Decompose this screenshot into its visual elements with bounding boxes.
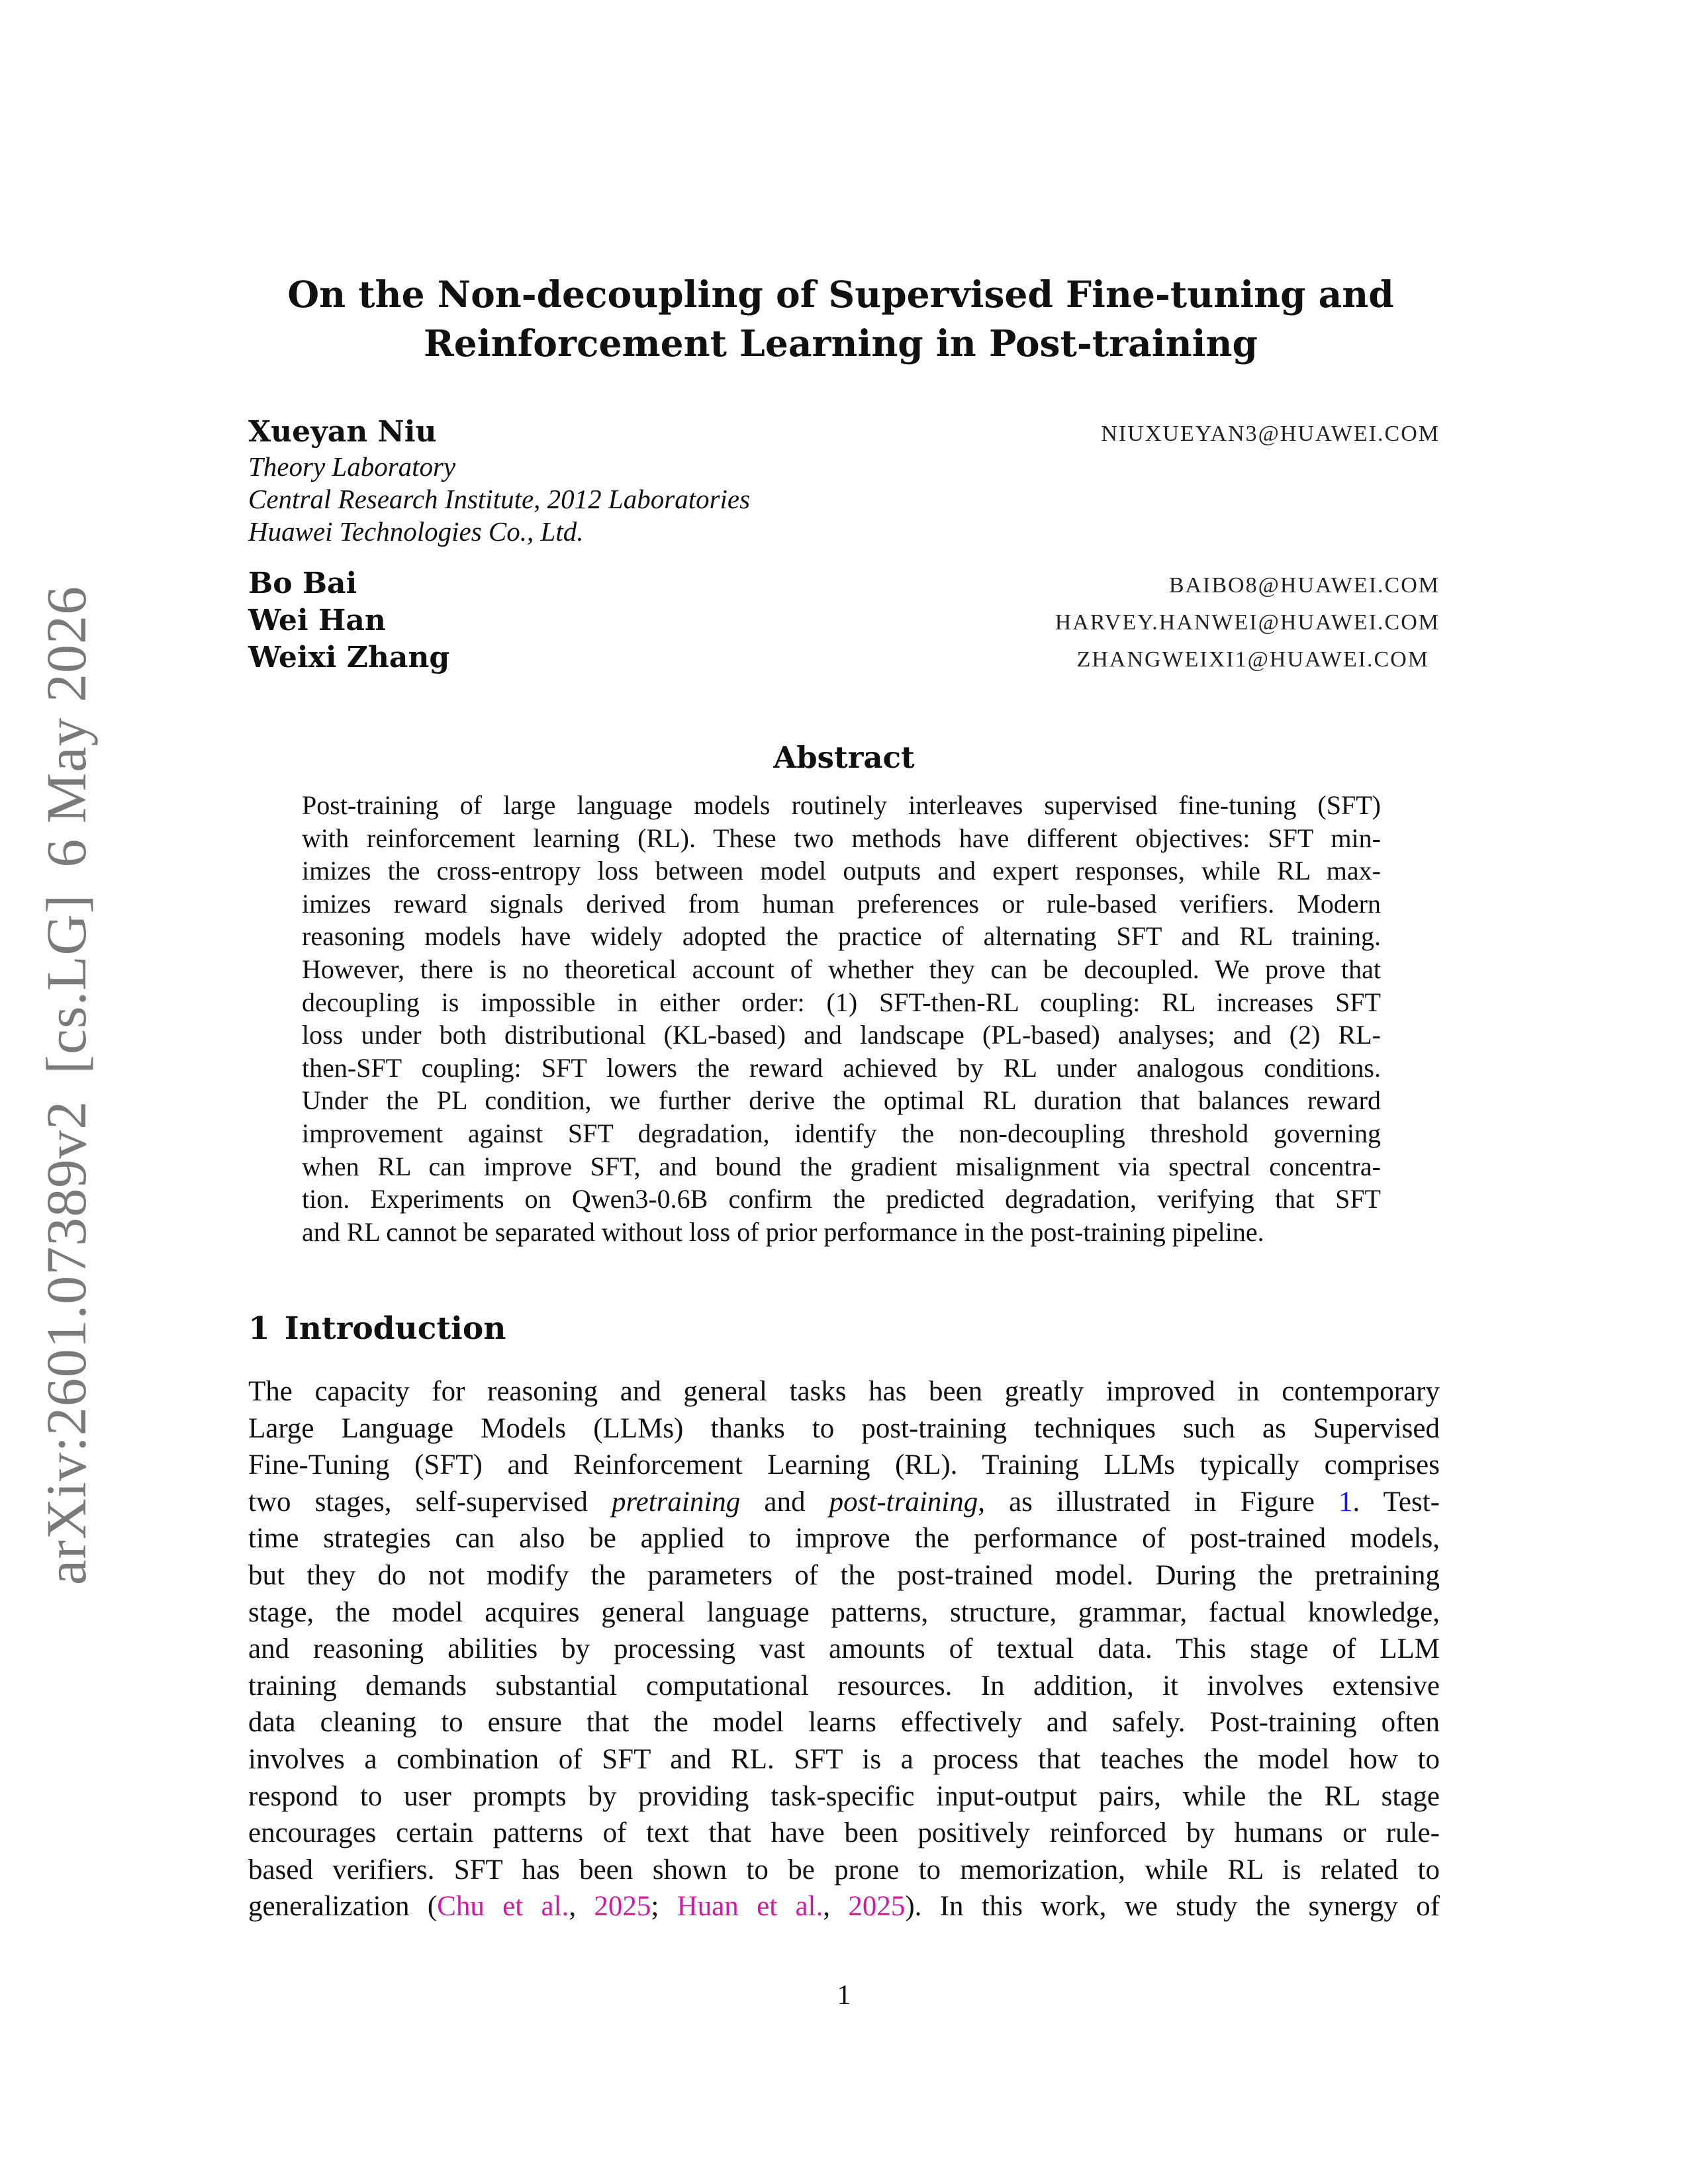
arxiv-id[interactable]: arXiv:2601.07389v2 bbox=[34, 1100, 98, 1585]
intro-line: Fine-Tuning (SFT) and Reinforcement Learning (RL). Training LLMs typically comprises bbox=[248, 1449, 1440, 1481]
citation-link-chu[interactable]: Chu et al. bbox=[437, 1891, 569, 1923]
author-email[interactable]: BAIBO8@HUAWEI.COM bbox=[1168, 573, 1440, 598]
abstract-line: decoupling is impossible in either order: (1) SFT-then-RL coupling: RL increases SFT bbox=[302, 987, 1381, 1017]
intro-line: encourages certain patterns of text that have been positively reinforced by humans or rule- bbox=[248, 1817, 1440, 1849]
abstract-line: loss under both distributional (KL-based) and landscape (PL-based) analyses; and (2) RL- bbox=[302, 1020, 1381, 1050]
section-heading-introduction bbox=[248, 1309, 506, 1349]
text-run: , as illustrated in Figure bbox=[978, 1486, 1339, 1518]
author-block-1 bbox=[248, 414, 1440, 548]
abstract-line: tion. Experiments on Qwen3-0.6B confirm the predicted degradation, verifying that SFT bbox=[302, 1184, 1381, 1214]
text-run: , bbox=[823, 1891, 849, 1923]
author-block-2 bbox=[248, 565, 1440, 676]
paper-title bbox=[238, 270, 1443, 368]
abstract-line: with reinforcement learning (RL). These two methods have different objectives: SFT min- bbox=[302, 823, 1381, 853]
abstract-line: reasoning models have widely adopted the practice of alternating SFT and RL training. bbox=[302, 921, 1381, 952]
intro-line: but they do not modify the parameters of the post-trained model. During the pretraining bbox=[248, 1559, 1440, 1591]
affiliation-line: Theory Laboratory bbox=[248, 451, 456, 482]
author-email[interactable]: NIUXUEYAN3@HUAWEI.COM bbox=[1101, 422, 1440, 446]
intro-line: and reasoning abilities by processing vast amounts of textual data. This stage of LLM bbox=[248, 1633, 1440, 1665]
author-line bbox=[248, 639, 1440, 676]
emphasis-post-training: post-training bbox=[829, 1486, 978, 1518]
title-line-1: On the Non-decoupling of Supervised Fine-tuning and bbox=[287, 273, 1394, 316]
intro-line bbox=[248, 1888, 1440, 1925]
intro-line: training demands substantial computational resources. In addition, it involves extensive bbox=[248, 1670, 1440, 1702]
intro-line: based verifiers. SFT has been shown to be prone to memorization, while RL is related to bbox=[248, 1854, 1440, 1886]
section-title: Introduction bbox=[284, 1310, 506, 1347]
intro-line: data cleaning to ensure that the model learns effectively and safely. Post-training often bbox=[248, 1707, 1440, 1739]
emphasis-pretraining: pretraining bbox=[612, 1486, 741, 1518]
abstract-line: Post-training of large language models routinely interleaves supervised fine-tuning (SFT) bbox=[302, 790, 1381, 820]
text-run: and bbox=[740, 1486, 829, 1518]
text-run: ; bbox=[651, 1891, 677, 1923]
author-line bbox=[248, 414, 1440, 451]
abstract-heading: Abstract bbox=[773, 740, 915, 775]
affiliation-line: Central Research Institute, 2012 Laboratories bbox=[248, 484, 751, 514]
intro-line: involves a combination of SFT and RL. SFT is a process that teaches the model how to bbox=[248, 1743, 1440, 1775]
intro-line: The capacity for reasoning and general tasks has been greatly improved in contemporary bbox=[248, 1376, 1440, 1407]
abstract-line: when RL can improve SFT, and bound the gradient misalignment via spectral concentra- bbox=[302, 1151, 1381, 1181]
text-run: . Test- bbox=[1352, 1486, 1440, 1518]
citation-link-huan[interactable]: Huan et al. bbox=[677, 1891, 823, 1923]
abstract-line: Under the PL condition, we further derive the optimal RL duration that balances reward bbox=[302, 1085, 1381, 1116]
section-number: 1 bbox=[248, 1310, 270, 1347]
author-name: Weixi Zhang bbox=[248, 641, 450, 674]
introduction-body bbox=[248, 1373, 1440, 1925]
intro-line bbox=[248, 1484, 1440, 1521]
abstract-line: and RL cannot be separated without loss of prior performance in the post-training pipeline. bbox=[302, 1216, 1264, 1247]
author-line bbox=[248, 602, 1440, 639]
author-name: Wei Han bbox=[248, 604, 386, 637]
text-run: two stages, self-supervised bbox=[248, 1486, 612, 1518]
author-name: Bo Bai bbox=[248, 567, 357, 600]
title-line-2: Reinforcement Learning in Post-training bbox=[424, 322, 1258, 365]
author-line bbox=[248, 565, 1440, 602]
citation-year-link-huan[interactable]: 2025 bbox=[848, 1891, 906, 1923]
abstract-body bbox=[302, 789, 1381, 1248]
text-run: , bbox=[569, 1891, 594, 1923]
intro-line: stage, the model acquires general language patterns, structure, grammar, factual knowledge, bbox=[248, 1596, 1440, 1628]
figure-reference-link[interactable]: 1 bbox=[1338, 1486, 1353, 1518]
abstract-line: then-SFT coupling: SFT lowers the reward achieved by RL under analogous conditions. bbox=[302, 1052, 1381, 1083]
text-run: generalization ( bbox=[248, 1891, 438, 1923]
abstract-line: improvement against SFT degradation, identify the non-decoupling threshold governing bbox=[302, 1118, 1381, 1148]
intro-line: respond to user prompts by providing task-specific input-output pairs, while the RL stage bbox=[248, 1780, 1440, 1812]
affiliation-line: Huawei Technologies Co., Ltd. bbox=[248, 516, 584, 547]
arxiv-stamp bbox=[33, 559, 99, 1585]
page-number: 1 bbox=[837, 1980, 851, 2011]
intro-line: time strategies can also be applied to improve the performance of post-trained models, bbox=[248, 1523, 1440, 1555]
intro-line: Large Language Models (LLMs) thanks to post-training techniques such as Supervised bbox=[248, 1412, 1440, 1444]
author-name: Xueyan Niu bbox=[248, 415, 437, 449]
abstract-line: However, there is no theoretical account of whether they can be decoupled. We prove that bbox=[302, 954, 1381, 984]
arxiv-date: 6 May 2026 bbox=[34, 586, 98, 868]
text-run: ). In this work, we study the synergy of bbox=[905, 1891, 1440, 1923]
citation-year-link-chu[interactable]: 2025 bbox=[594, 1891, 651, 1923]
arxiv-category: [cs.LG] bbox=[34, 893, 98, 1074]
author-email[interactable]: HARVEY.HANWEI@HUAWEI.COM bbox=[1055, 610, 1440, 635]
author-email[interactable]: ZHANGWEIXI1@HUAWEI.COM bbox=[1076, 647, 1429, 672]
abstract-line: imizes reward signals derived from human preferences or rule-based verifiers. Modern bbox=[302, 888, 1381, 919]
abstract-line: imizes the cross-entropy loss between model outputs and expert responses, while RL max- bbox=[302, 856, 1381, 886]
